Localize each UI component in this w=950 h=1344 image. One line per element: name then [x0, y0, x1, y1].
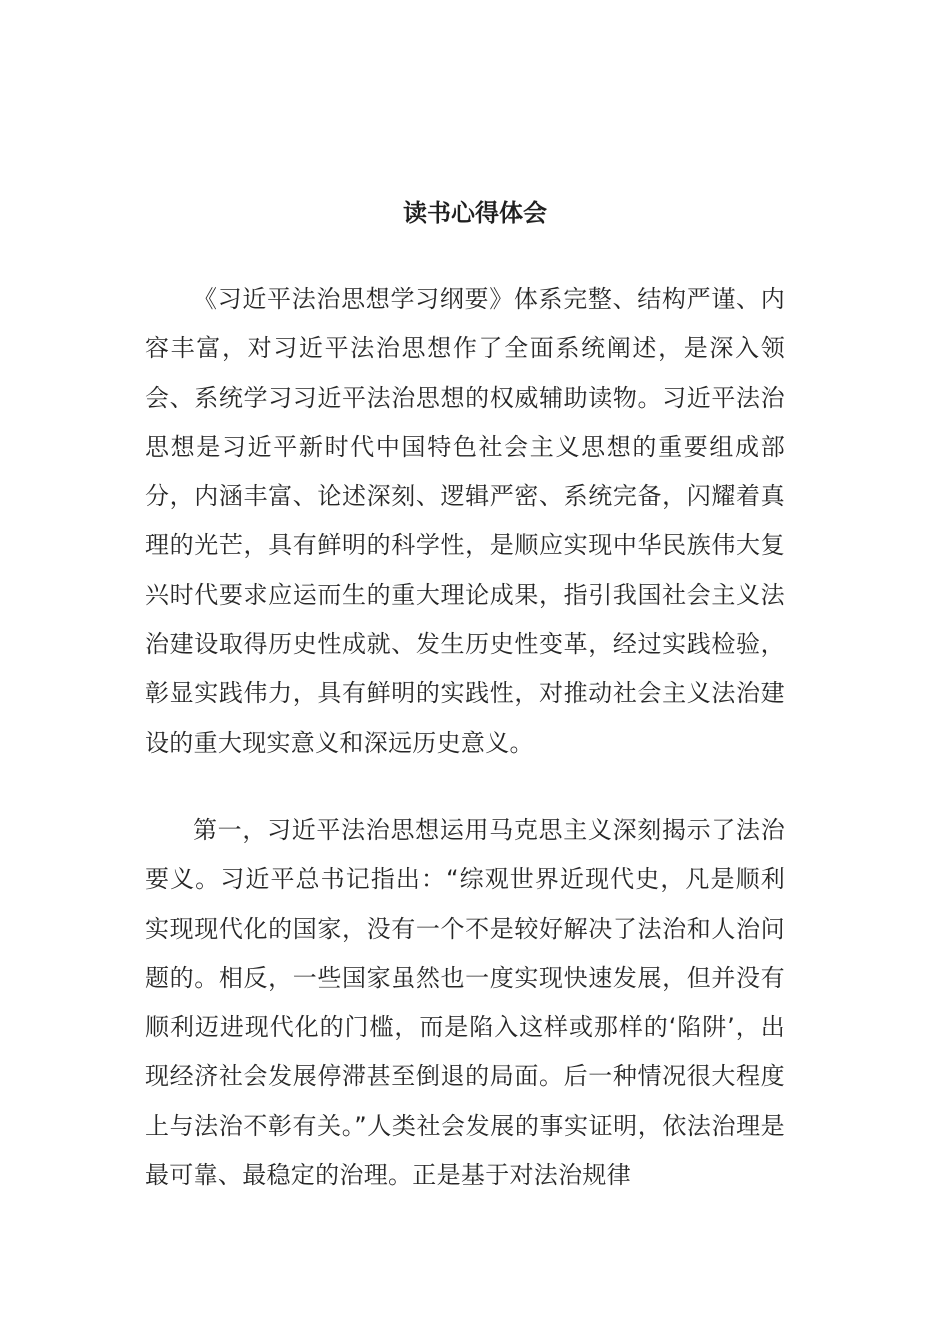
body-paragraph: 第一，习近平法治思想运用马克思主义深刻揭示了法治要义。习近平总书记指出：“综观世界近现代史，凡是顺利实现现代化的国家，没有一个不是较好解决了法治和人治问题的。相反，一些国家虽然也一度实现快速发展，但并没有顺利迈进现代化的门槛，而是陷入这样或那样的‘陷阱’，出现经济社会发展停滞甚至倒退的局面。后一种情况很大程度上与法治不彰有关。”人类社会发展的事实证明，依法治理是最可靠、最稳定的治理。正是基于对法治规律: [145, 816, 785, 1190]
body-paragraph: 《习近平法治思想学习纲要》体系完整、结构严谨、内容丰富，对习近平法治思想作了全面系统阐述，是深入领会、系统学习习近平法治思想的权威辅助读物。习近平法治思想是习近平新时代中国特色社会主义思想的重要组成部分，内涵丰富、论述深刻、逻辑严密、系统完备，闪耀着真理的光芒，具有鲜明的科学性，是顺应实现中华民族伟大复兴时代要求应运而生的重大理论成果，指引我国社会主义法治建设取得历史性成就、发生历史性变革，经过实践检验，彰显实践伟力，具有鲜明的实践性，对推动社会主义法治建设的重大现实意义和深远历史意义。: [145, 285, 785, 757]
document-title: 读书心得体会: [403, 199, 547, 227]
